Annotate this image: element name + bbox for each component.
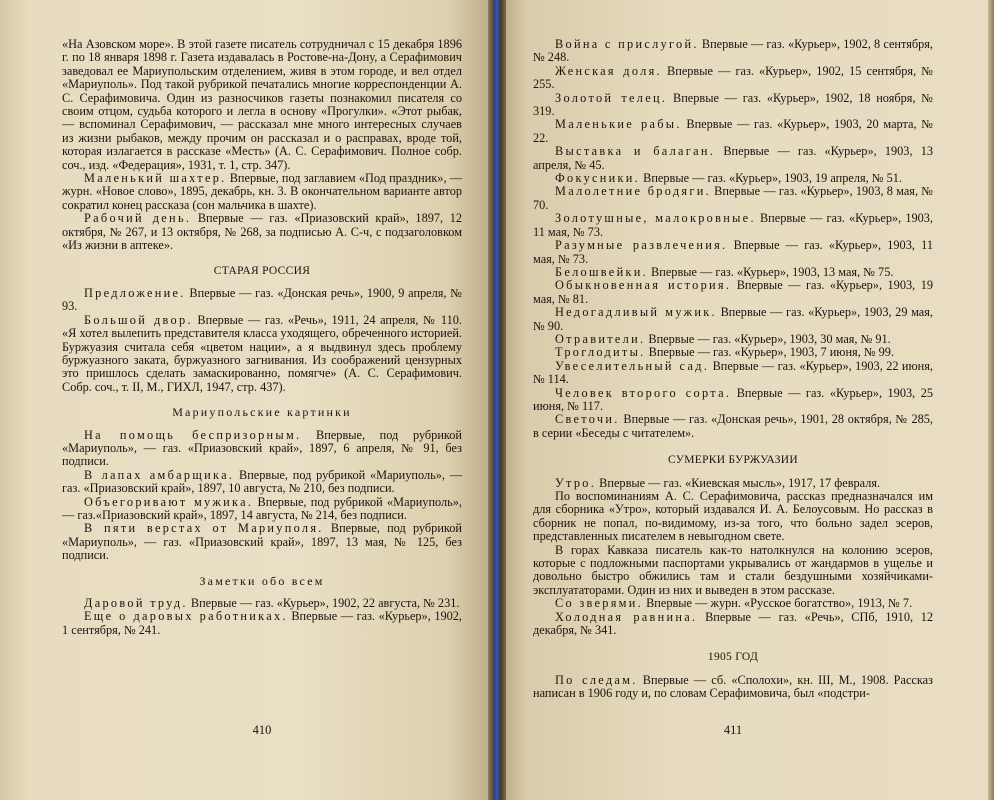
entry-title: Отравители. (555, 331, 646, 346)
entry-text: Впервые — газ. «Курьер», 1902, 1 сентября, № 241. (62, 609, 462, 637)
section-heading-staraya-rossiya: СТАРАЯ РОССИЯ (213, 264, 311, 277)
entry-text: Впервые — газ. «Курьер», 1903, 22 июня, № 114. (533, 358, 933, 387)
entry (62, 287, 462, 314)
entry-title: Большой двор. (84, 312, 193, 327)
entry (62, 469, 462, 496)
entry (62, 597, 462, 610)
entry (62, 314, 462, 394)
entry-text: Впервые — газ. «Курьер», 1903, 19 мая, № 81. (533, 278, 933, 306)
entry (533, 212, 933, 239)
entry (533, 65, 933, 92)
paragraph: В горах Кавказа писатель как-то натолкнулся на колонию эсеров, которые с подложными паспортами укрывались от жандармов в ущелье и довольно быстро обжились там и стали бездушными хозяйчиками-эксплуататорами. Один из них и выведен в этом рассказе. (533, 542, 933, 597)
entry-title: Разумные развлечения. (555, 238, 728, 253)
entry-title: Рабочий день. (84, 211, 192, 226)
entry-title: Обыкновенная история. (555, 278, 732, 293)
entry (62, 522, 462, 562)
entry (533, 118, 933, 145)
entries-group (62, 597, 462, 637)
entry (533, 333, 933, 346)
entry-title: Выставка и балаган. (555, 144, 716, 159)
entry-title: Со зверями. (555, 596, 644, 611)
entries-group (62, 287, 462, 394)
entry (533, 266, 933, 279)
entry-title: В лапах амбарщика. (84, 467, 235, 482)
entry-text: Впервые — газ. «Курьер», 1903, 13 мая, № 75. (647, 264, 894, 279)
entries-group (62, 172, 462, 252)
entry-text: Впервые — газ. «Курьер», 1902, 15 сентября, № 255. (533, 63, 933, 92)
entry-text: Впервые — газ. «Курьер», 1902, 8 сентября, № 248. (533, 37, 933, 65)
entry (62, 429, 462, 469)
entry-text: Впервые, под рубрикой «Мариуполь», — газ. «Приазовский край», 1897, 13 мая, № 125, без подписи. (62, 521, 462, 563)
entry (533, 413, 933, 440)
section-heading-twilight-bourgeoisie: СУМЕРКИ БУРЖУАЗИИ (667, 454, 799, 467)
entry-title: Увеселительный сад. (555, 358, 710, 373)
entry-title: Утро. (555, 475, 597, 490)
entry-text: Впервые, под рубрикой «Мариуполь», — газ. «Приазовский край», 1897, 6 апреля, № 91, без подписи. (62, 427, 462, 469)
entry (533, 279, 933, 306)
page-number: 411 (723, 723, 743, 737)
entry (533, 611, 933, 638)
entry-text: Впервые — газ. «Курьер», 1903, 11 мая, № 73. (533, 211, 933, 239)
entry-text: Впервые — газ. «Курьер», 1903, 13 апреля, № 45. (533, 144, 933, 172)
section-heading-notes-about-all: Заметки обо всем (199, 573, 325, 588)
entry-title: Светочи. (555, 412, 620, 427)
entries-group (533, 38, 933, 440)
entries-group (533, 597, 933, 637)
entry-text: Впервые — журн. «Русское богатство», 1913, № 7. (643, 596, 913, 611)
entry-title: Человек второго сорта. (555, 385, 732, 400)
entry (533, 477, 933, 490)
entry-title: По следам. (555, 672, 638, 687)
entry-title: Золотушные, малокровные. (555, 211, 756, 226)
entry-title: Белошвейки. (555, 264, 648, 279)
entry-text: Впервые — газ. «Курьер», 1903, 29 мая, № 90. (533, 305, 933, 333)
entry (62, 172, 462, 212)
right-page (497, 0, 994, 800)
entry-title: Война с прислугой. (555, 37, 699, 51)
entry (533, 346, 933, 359)
entry-text: Впервые — газ. «Донская речь», 1901, 28 октября, № 285, в серии «Беседы с читателем». (533, 412, 933, 440)
entry-text: Впервые — газ. «Курьер», 1903, 11 мая, № 73. (533, 238, 933, 266)
intro-paragraphs (62, 38, 462, 172)
entry-text: Впервые — газ. «Приазовский край», 1897, 12 октября, № 267, и 13 октября, № 268, за подписью А. С-ч, с подзаголовком «Из жизни в аптеке». (62, 211, 462, 253)
entry (62, 212, 462, 252)
right-text-column (533, 38, 933, 701)
entry-title: Золотой телец. (555, 90, 668, 105)
entry-text: Впервые, под заглавием «Под праздник», — журн. «Новое слово», 1895, декабрь, кн. 3. В окончательном варианте автор сократил конец рассказа (сон мальчика в шахте). (62, 171, 462, 212)
entry-title: Холодная равнина. (555, 609, 698, 624)
entry-text: Впервые — газ. «Донская речь», 1900, 9 апреля, № 93. (62, 285, 462, 314)
entry (533, 597, 933, 610)
page-number: 410 (252, 723, 272, 737)
entry (533, 92, 933, 119)
entry-title: Троглодиты. (555, 345, 646, 360)
entry-title: Маленькие рабы. (555, 117, 682, 132)
entry-title: Недогадливый мужик. (555, 305, 717, 320)
entry (533, 387, 933, 414)
entry-title: На помощь беспризорным. (84, 427, 302, 442)
paragraph: «На Азовском море». В этой газете писатель сотрудничал с 15 декабря 1896 г. по 18 января 1898 г. Газета издавалась в Ростове-на-Дону, а Серафимович заведовал ее Мариупольским отделением, живя в этом городе, и вел отдел «Мариуполь». Под такой рубрикой печатались многие корреспонденции А. С. Серафимовича. Один из разносчиков газеты познакомил писателя со своим отцом, судьба которого и легла в основу «Прогулки». «Этот рыбак, — вспоминал Серафимович, — рассказал мне много интересных случаев из жизни рыбаков, между прочим он рассказал и о расправах, вроде той, которая излагается в рассказе «Месть» (А. С. Серафимович. Полное собр. соч., изд. «Федерация», 1931, т. 1, стр. 347). (62, 37, 462, 172)
entry-title: Предложение. (84, 285, 186, 300)
entry (533, 185, 933, 212)
entry-text: Впервые — газ. «Речь», 1911, 24 апреля, № 110. «Я хотел вылепить представителя класса уходящего, обреченного историей. Буржуазия считала себя «цветом нации», а я выдвинул здесь проблему буржуазного заката, буржуазного загнивания. Из соображений цензурных это пришлось сделать замаскированно, помягче» (А. С. Серафимович. Собр. соч., т. II, М., ГИХЛ, 1947, стр. 437). (62, 312, 462, 394)
entries-group (62, 429, 462, 563)
entry (533, 360, 933, 387)
entry-title: Фокусники. (555, 171, 641, 186)
entry-text: Впервые — газ. «Курьер», 1902, 18 ноября, № 319. (533, 90, 933, 119)
entry-text: Впервые, под рубрикой «Мариуполь», — газ.«Приазовский край», 1897, 14 августа, № 214, без подписи. (62, 494, 462, 522)
entry-title: Еще о даровых работниках. (84, 609, 288, 624)
entry-text: Впервые — газ. «Курьер», 1903, 30 мая, № 91. (645, 331, 891, 346)
entry-text: Впервые — газ. «Курьер», 1903, 8 мая, № 70. (533, 184, 933, 212)
section-heading-mariupol-pictures: Мариупольские картинки (172, 405, 352, 420)
entry-text: Впервые — газ. «Киевская мысль», 1917, 17 февраля. (596, 475, 881, 490)
entry-title: Даровой труд. (84, 596, 188, 611)
entry-text: Впервые — газ. «Курьер», 1903, 20 марта, № 22. (533, 117, 933, 145)
entry (533, 172, 933, 185)
entry (62, 496, 462, 523)
commentary-paragraphs (533, 490, 933, 597)
entries-group (533, 674, 933, 701)
entry-text: Впервые, под рубрикой «Мариуполь», — газ. «Приазовский край», 1897, 10 августа, № 210, без подписи. (62, 467, 463, 496)
entry-title: Объегоривают мужика. (84, 494, 254, 509)
entry-title: В пяти верстах от Мариуполя. (84, 521, 324, 536)
entry-text: Впервые — газ. «Речь», СПб, 1910, 12 декабря, № 341. (533, 609, 933, 638)
entry-text: Впервые — газ. «Курьер», 1903, 19 апреля, № 51. (640, 171, 902, 186)
entry (533, 38, 933, 65)
entry-title: Малолетние бродяги. (555, 184, 711, 199)
entry (62, 610, 462, 637)
entry (533, 145, 933, 172)
entry (533, 306, 933, 333)
entry-text: Впервые — газ. «Курьер», 1902, 22 августа, № 231. (187, 596, 460, 611)
entry (533, 674, 933, 701)
entry-title: Маленький шахтер. (84, 171, 227, 186)
entry-text: Впервые — газ. «Курьер», 1903, 25 июня, № 117. (533, 385, 933, 413)
paragraph: По воспоминаниям А. С. Серафимовича, рассказ предназначался им для сборника «Утро», который издавался И. А. Белоусовым. Но рассказ в сборник не попал, по-видимому, из-за того, что больно задел эсеров, представленных писателем в невыгодном свете. (533, 489, 933, 544)
entry-text: Впервые — газ. «Курьер», 1903, 7 июня, № 99. (645, 345, 895, 360)
entries-group (533, 477, 933, 490)
section-heading-1905: 1905 ГОД (707, 651, 759, 664)
bookmark-ribbon (494, 0, 500, 800)
entry (533, 239, 933, 266)
entry-text: Впервые — сб. «Сполохи», кн. III, М., 1908. Рассказ написан в 1906 году и, по словам Серафимовича, был «подстри- (533, 672, 933, 701)
left-text-column (62, 38, 462, 637)
page-edge (988, 0, 994, 800)
entry-title: Женская доля. (555, 63, 662, 78)
